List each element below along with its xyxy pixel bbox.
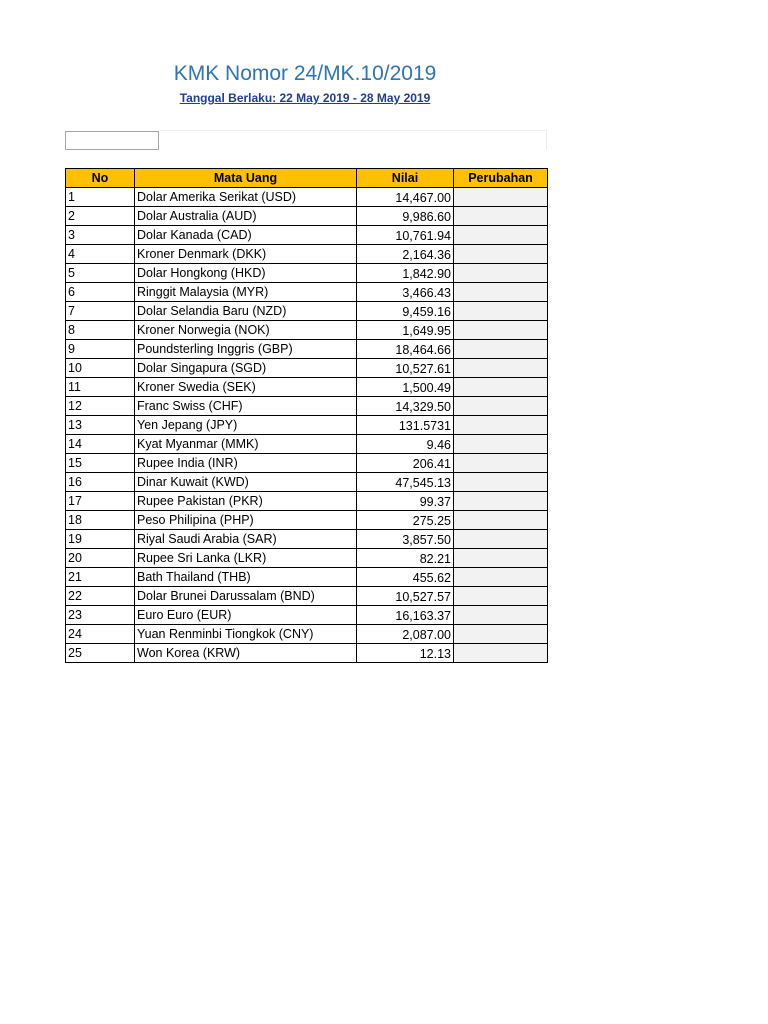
cell-nilai: 9.46 — [357, 435, 454, 454]
cell-nilai: 18,464.66 — [357, 340, 454, 359]
cell-nilai: 2,164.36 — [357, 245, 454, 264]
cell-no: 15 — [66, 454, 135, 473]
table-header-row — [66, 169, 548, 188]
cell-perubahan — [454, 492, 548, 511]
cell-no: 3 — [66, 226, 135, 245]
cell-perubahan — [454, 416, 548, 435]
cell-perubahan — [454, 283, 548, 302]
cell-nilai: 14,329.50 — [357, 397, 454, 416]
cell-no: 6 — [66, 283, 135, 302]
cell-perubahan — [454, 207, 548, 226]
cell-nilai: 99.37 — [357, 492, 454, 511]
table-row — [66, 606, 548, 625]
column-header-perubahan: Perubahan — [454, 169, 548, 188]
column-header-nilai: Nilai — [357, 169, 454, 188]
cell-perubahan — [454, 397, 548, 416]
cell-no: 7 — [66, 302, 135, 321]
table-row — [66, 625, 548, 644]
cell-nilai: 275.25 — [357, 511, 454, 530]
cell-perubahan — [454, 587, 548, 606]
table-row — [66, 644, 548, 663]
column-header-mata-uang: Mata Uang — [135, 169, 357, 188]
table-row — [66, 264, 548, 283]
cell-nilai: 10,527.57 — [357, 587, 454, 606]
table-row — [66, 568, 548, 587]
cell-perubahan — [454, 302, 548, 321]
cell-perubahan — [454, 264, 548, 283]
cell-mata-uang: Yen Jepang (JPY) — [135, 416, 357, 435]
cell-no: 23 — [66, 606, 135, 625]
cell-mata-uang: Poundsterling Inggris (GBP) — [135, 340, 357, 359]
cell-no: 12 — [66, 397, 135, 416]
cell-nilai: 455.62 — [357, 568, 454, 587]
cell-nilai: 12.13 — [357, 644, 454, 663]
cell-no: 13 — [66, 416, 135, 435]
table-row — [66, 321, 548, 340]
cell-nilai: 16,163.37 — [357, 606, 454, 625]
cell-mata-uang: Dolar Singapura (SGD) — [135, 359, 357, 378]
cell-perubahan — [454, 321, 548, 340]
cell-no: 19 — [66, 530, 135, 549]
cell-nilai: 10,761.94 — [357, 226, 454, 245]
cell-perubahan — [454, 530, 548, 549]
cell-nilai: 3,466.43 — [357, 283, 454, 302]
exchange-rate-table — [65, 168, 548, 663]
cell-perubahan — [454, 511, 548, 530]
cell-perubahan — [454, 226, 548, 245]
cell-perubahan — [454, 435, 548, 454]
table-row — [66, 207, 548, 226]
table-row — [66, 340, 548, 359]
cell-mata-uang: Dolar Australia (AUD) — [135, 207, 357, 226]
cell-nilai: 1,842.90 — [357, 264, 454, 283]
cell-mata-uang: Kroner Denmark (DKK) — [135, 245, 357, 264]
cell-perubahan — [454, 454, 548, 473]
cell-no: 10 — [66, 359, 135, 378]
cell-mata-uang: Won Korea (KRW) — [135, 644, 357, 663]
cell-perubahan — [454, 340, 548, 359]
cell-nilai: 9,986.60 — [357, 207, 454, 226]
cell-nilai: 2,087.00 — [357, 625, 454, 644]
cell-nilai: 82.21 — [357, 549, 454, 568]
cell-no: 16 — [66, 473, 135, 492]
cell-no: 22 — [66, 587, 135, 606]
cell-mata-uang: Dinar Kuwait (KWD) — [135, 473, 357, 492]
cell-mata-uang: Rupee Pakistan (PKR) — [135, 492, 357, 511]
cell-mata-uang: Kyat Myanmar (MMK) — [135, 435, 357, 454]
cell-perubahan — [454, 549, 548, 568]
cell-nilai: 47,545.13 — [357, 473, 454, 492]
table-row — [66, 397, 548, 416]
cell-perubahan — [454, 644, 548, 663]
cell-mata-uang: Ringgit Malaysia (MYR) — [135, 283, 357, 302]
cell-mata-uang: Kroner Norwegia (NOK) — [135, 321, 357, 340]
table-row — [66, 435, 548, 454]
table-row — [66, 549, 548, 568]
cell-mata-uang: Dolar Brunei Darussalam (BND) — [135, 587, 357, 606]
cell-mata-uang: Bath Thailand (THB) — [135, 568, 357, 587]
table-row — [66, 226, 548, 245]
cell-mata-uang: Kroner Swedia (SEK) — [135, 378, 357, 397]
cell-nilai: 9,459.16 — [357, 302, 454, 321]
table-row — [66, 245, 548, 264]
cell-nilai: 206.41 — [357, 454, 454, 473]
cell-perubahan — [454, 245, 548, 264]
cell-no: 8 — [66, 321, 135, 340]
empty-cell-area — [160, 130, 547, 150]
cell-no: 4 — [66, 245, 135, 264]
cell-mata-uang: Franc Swiss (CHF) — [135, 397, 357, 416]
cell-mata-uang: Rupee India (INR) — [135, 454, 357, 473]
table-row — [66, 492, 548, 511]
cell-no: 25 — [66, 644, 135, 663]
cell-no: 20 — [66, 549, 135, 568]
cell-no: 5 — [66, 264, 135, 283]
filter-input-cell[interactable] — [65, 131, 159, 150]
cell-no: 9 — [66, 340, 135, 359]
cell-mata-uang: Dolar Hongkong (HKD) — [135, 264, 357, 283]
cell-nilai: 1,649.95 — [357, 321, 454, 340]
cell-mata-uang: Dolar Amerika Serikat (USD) — [135, 188, 357, 207]
cell-nilai: 3,857.50 — [357, 530, 454, 549]
cell-no: 18 — [66, 511, 135, 530]
cell-mata-uang: Dolar Kanada (CAD) — [135, 226, 357, 245]
cell-nilai: 1,500.49 — [357, 378, 454, 397]
cell-no: 2 — [66, 207, 135, 226]
table-row — [66, 302, 548, 321]
table-row — [66, 188, 548, 207]
cell-no: 1 — [66, 188, 135, 207]
cell-mata-uang: Dolar Selandia Baru (NZD) — [135, 302, 357, 321]
cell-no: 14 — [66, 435, 135, 454]
cell-perubahan — [454, 568, 548, 587]
cell-no: 24 — [66, 625, 135, 644]
validity-date: Tanggal Berlaku: 22 May 2019 - 28 May 2019 — [179, 91, 431, 105]
cell-nilai: 14,467.00 — [357, 188, 454, 207]
cell-perubahan — [454, 625, 548, 644]
table-row — [66, 473, 548, 492]
table-row — [66, 530, 548, 549]
cell-mata-uang: Riyal Saudi Arabia (SAR) — [135, 530, 357, 549]
cell-perubahan — [454, 188, 548, 207]
cell-perubahan — [454, 606, 548, 625]
page-title: KMK Nomor 24/MK.10/2019 — [173, 62, 437, 85]
table-row — [66, 587, 548, 606]
table-row — [66, 378, 548, 397]
cell-mata-uang: Rupee Sri Lanka (LKR) — [135, 549, 357, 568]
cell-perubahan — [454, 473, 548, 492]
table-row — [66, 416, 548, 435]
cell-no: 21 — [66, 568, 135, 587]
table-row — [66, 283, 548, 302]
cell-no: 11 — [66, 378, 135, 397]
table-row — [66, 511, 548, 530]
cell-no: 17 — [66, 492, 135, 511]
cell-nilai: 131.5731 — [357, 416, 454, 435]
cell-mata-uang: Peso Philipina (PHP) — [135, 511, 357, 530]
cell-perubahan — [454, 378, 548, 397]
table-row — [66, 359, 548, 378]
table-row — [66, 454, 548, 473]
cell-nilai: 10,527.61 — [357, 359, 454, 378]
cell-perubahan — [454, 359, 548, 378]
cell-mata-uang: Yuan Renminbi Tiongkok (CNY) — [135, 625, 357, 644]
column-header-no: No — [66, 169, 135, 188]
cell-mata-uang: Euro Euro (EUR) — [135, 606, 357, 625]
